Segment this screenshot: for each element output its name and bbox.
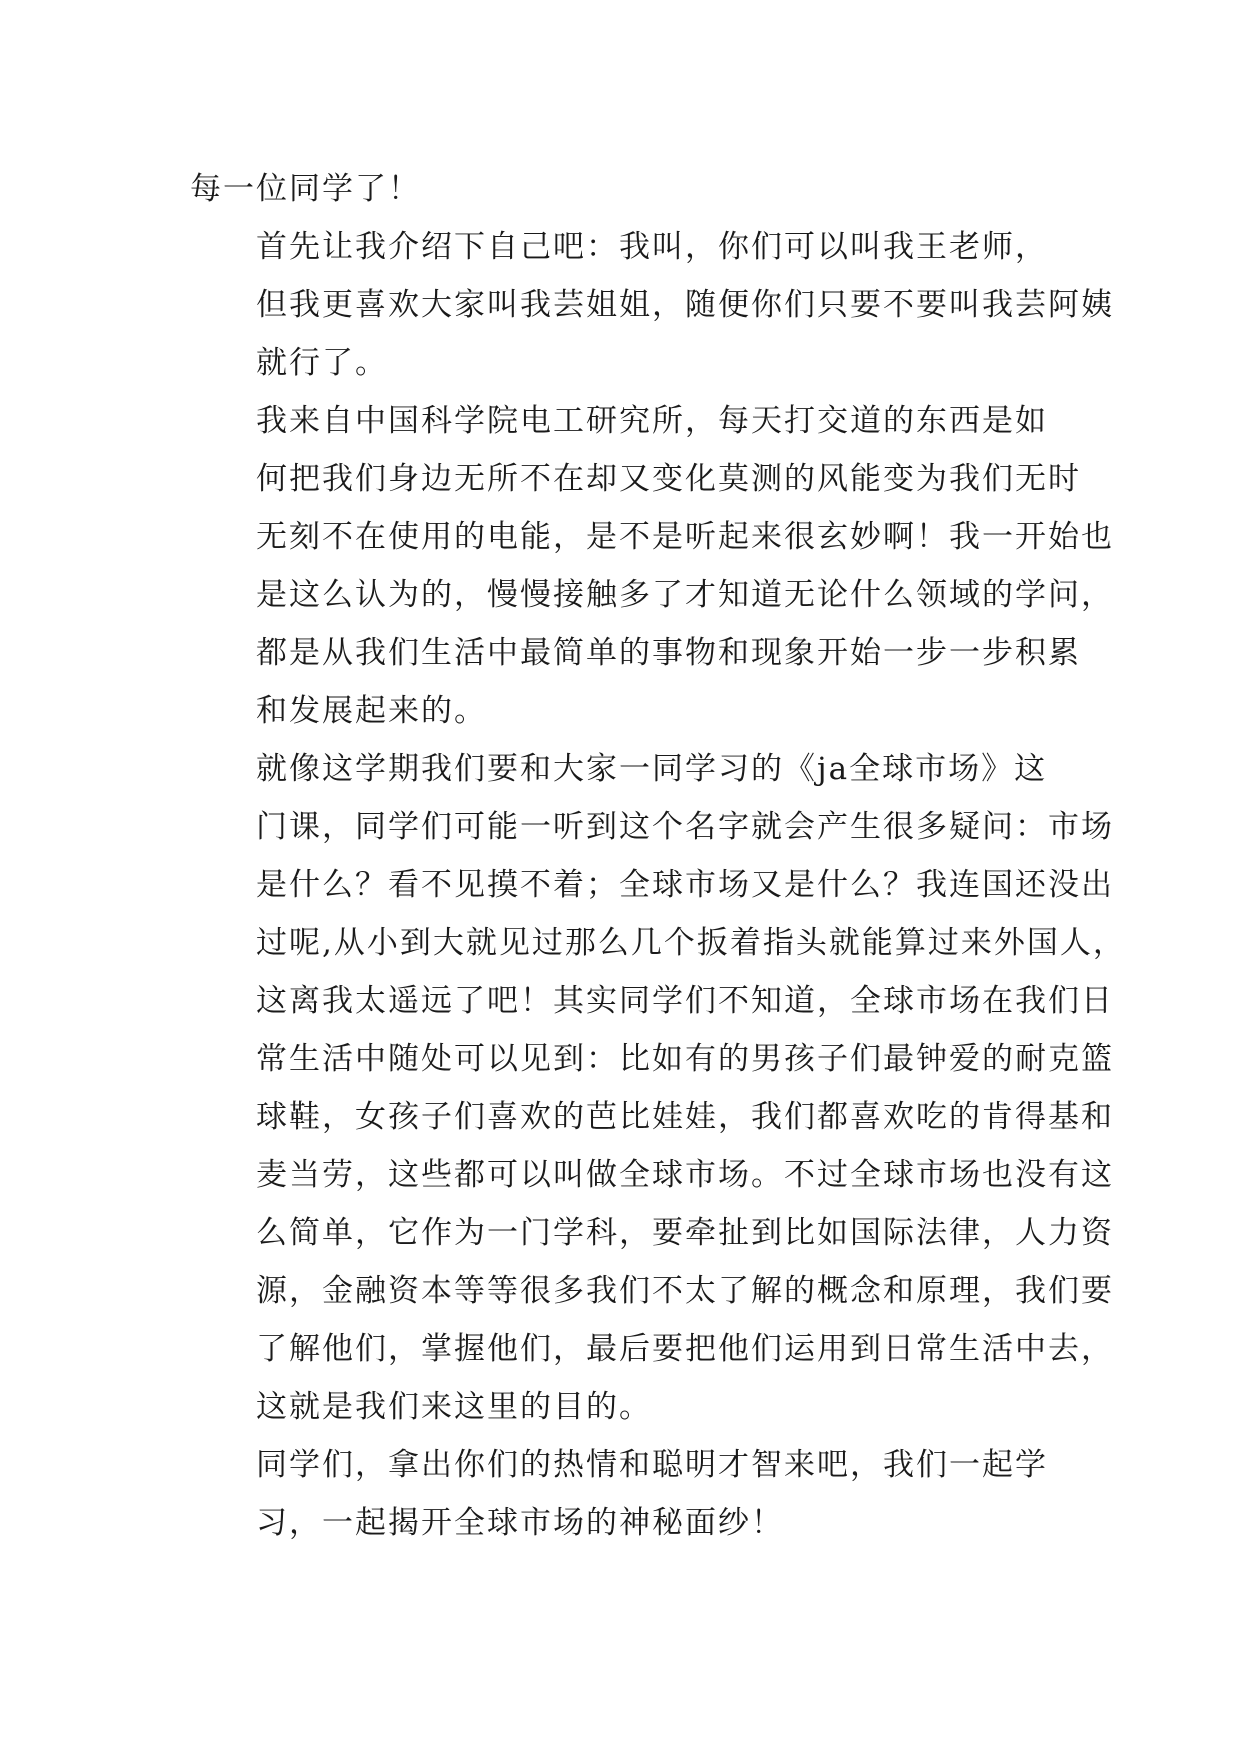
text-line: 就像这学期我们要和大家一同学习的《ja全球市场》这 <box>256 751 1048 787</box>
text-line: 首先让我介绍下自己吧：我叫，你们可以叫我王老师， <box>256 229 1048 265</box>
text-line: 和发展起来的。 <box>256 693 487 729</box>
document-body <box>190 160 1126 1552</box>
text-line: 是这么认为的，慢慢接触多了才知道无论什么领域的学问， <box>256 577 1114 613</box>
text-line: 就行了。 <box>256 345 388 381</box>
paragraph-background <box>190 392 1114 740</box>
paragraph-introduction <box>190 218 1114 392</box>
text-line: 球鞋，女孩子们喜欢的芭比娃娃，我们都喜欢吃的肯得基和 <box>256 1099 1114 1135</box>
text-line: 麦当劳，这些都可以叫做全球市场。不过全球市场也没有这 <box>256 1157 1114 1193</box>
text-line: 何把我们身边无所不在却又变化莫测的风能变为我们无时 <box>256 461 1081 497</box>
text-line: 了解他们，掌握他们，最后要把他们运用到日常生活中去， <box>256 1331 1114 1367</box>
text-line: 这离我太遥远了吧！其实同学们不知道，全球市场在我们日 <box>256 983 1114 1019</box>
text-line: 是什么？看不见摸不着；全球市场又是什么？我连国还没出 <box>256 867 1114 903</box>
text-line: 同学们，拿出你们的热情和聪明才智来吧，我们一起学 <box>256 1447 1048 1483</box>
text-line: 我来自中国科学院电工研究所，每天打交道的东西是如 <box>256 403 1048 439</box>
text-line: 都是从我们生活中最简单的事物和现象开始一步一步积累 <box>256 635 1081 671</box>
text-line: 门课，同学们可能一听到这个名字就会产生很多疑问：市场 <box>256 809 1114 845</box>
text-line: 过呢,从小到大就见过那么几个扳着指头就能算过来外国人， <box>256 925 1126 961</box>
text-line: 但我更喜欢大家叫我芸姐姐，随便你们只要不要叫我芸阿姨 <box>256 287 1114 323</box>
text-line: 么简单，它作为一门学科，要牵扯到比如国际法律，人力资 <box>256 1215 1114 1251</box>
text-line: 无刻不在使用的电能，是不是听起来很玄妙啊！我一开始也 <box>256 519 1114 555</box>
text-line: 常生活中随处可以见到：比如有的男孩子们最钟爱的耐克篮 <box>256 1041 1114 1077</box>
text-line: 源，金融资本等等很多我们不太了解的概念和原理，我们要 <box>256 1273 1114 1309</box>
text-line: 这就是我们来这里的目的。 <box>256 1389 652 1425</box>
text-line: 每一位同学了！ <box>190 171 421 207</box>
text-line: 习，一起揭开全球市场的神秘面纱！ <box>256 1505 784 1541</box>
paragraph-continuation <box>190 160 1060 218</box>
paragraph-course-description <box>190 740 1126 1436</box>
paragraph-closing <box>190 1436 1060 1552</box>
